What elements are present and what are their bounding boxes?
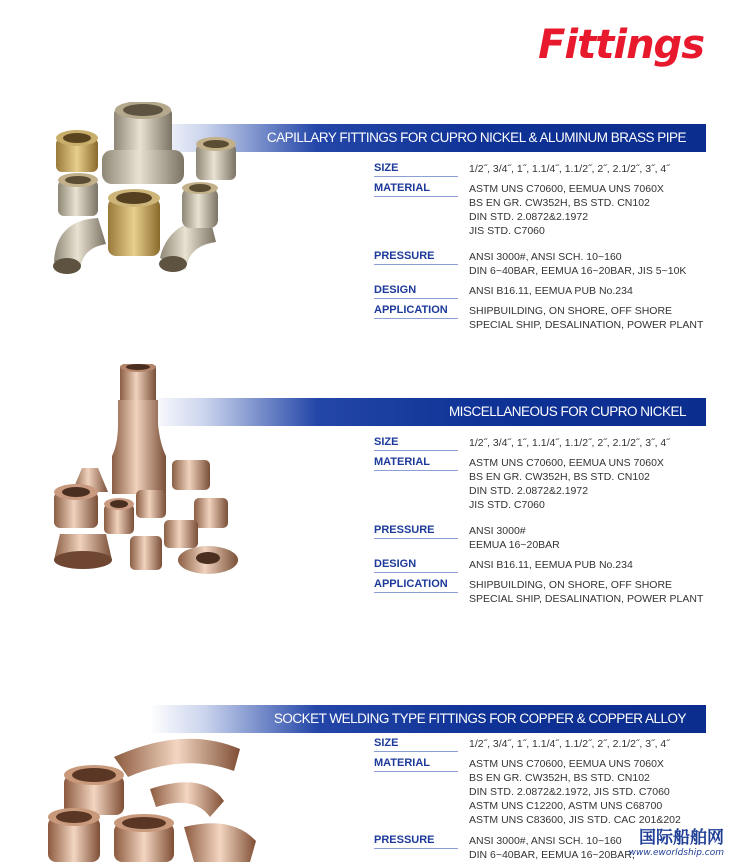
spec-label: MATERIAL xyxy=(374,757,458,772)
socket-welding-fittings-photo xyxy=(44,731,260,862)
spec-line: SPECIAL SHIP, DESALINATION, POWER PLANT xyxy=(469,593,704,605)
section-miscellaneous xyxy=(0,398,732,618)
spec-label: PRESSURE xyxy=(374,250,458,265)
watermark-text: 国际船舶网 xyxy=(639,828,724,848)
spec-line: DIN 6~40BAR, EEMUA 16~20BAR, xyxy=(469,849,635,861)
spec-line: SPECIAL SHIP, DESALINATION, POWER PLANT xyxy=(469,319,704,331)
spec-line: ANSI 3000# xyxy=(469,525,526,537)
spec-line: DIN STD. 2.0872&2.1972 xyxy=(469,211,589,223)
spec-label: DESIGN xyxy=(374,284,458,299)
spec-values xyxy=(469,436,670,450)
spec-line: JIS STD. C7060 xyxy=(469,499,545,511)
spec-line: BS EN GR. CW352H, BS STD. CN102 xyxy=(469,772,650,784)
spec-line: ANSI 3000#, ANSI SCH. 10~160 xyxy=(469,251,622,263)
spec-label: DESIGN xyxy=(374,558,458,573)
spec-line: 1/2˝, 3/4˝, 1˝, 1.1/4˝, 1.1/2˝, 2˝, 2.1/2˝, 3˝, 4˝ xyxy=(469,738,670,750)
spec-line: DIN STD. 2.0872&2.1972 xyxy=(469,485,589,497)
spec-label: SIZE xyxy=(374,737,458,752)
spec-line: 1/2˝, 3/4˝, 1˝, 1.1/4˝, 1.1/2˝, 2˝, 2.1/2˝, 3˝, 4˝ xyxy=(469,163,670,175)
spec-label: APPLICATION xyxy=(374,304,458,319)
spec-label: SIZE xyxy=(374,162,458,177)
spec-values xyxy=(469,304,703,332)
spec-values xyxy=(469,284,633,298)
spec-values xyxy=(469,737,670,751)
spec-values xyxy=(469,578,703,606)
section-banner-title: MISCELLANEOUS FOR CUPRO NICKEL xyxy=(448,404,686,419)
section-banner xyxy=(150,705,706,733)
spec-line: SHIPBUILDING, ON SHORE, OFF SHORE xyxy=(469,305,673,317)
spec-line: DIN STD. 2.0872&2.1972, JIS STD. C7060 xyxy=(469,786,670,798)
spec-label: APPLICATION xyxy=(374,578,458,593)
section-banner-title: SOCKET WELDING TYPE FITTINGS FOR COPPER & COPPER ALLOY xyxy=(273,711,686,726)
spec-values xyxy=(469,524,560,552)
capillary-fittings-photo xyxy=(40,102,250,282)
section-banner-title: CAPILLARY FITTINGS FOR CUPRO NICKEL & ALUMINUM BRASS PIPE xyxy=(266,130,686,145)
spec-line: ANSI B16.11, EEMUA PUB No.234 xyxy=(469,285,633,297)
spec-line: ASTM UNS C12200, ASTM UNS C68700 xyxy=(469,800,663,812)
spec-values xyxy=(469,250,686,278)
spec-line: DIN 6~40BAR, EEMUA 16~20BAR, JIS 5~10K xyxy=(469,265,687,277)
spec-line: BS EN GR. CW352H, BS STD. CN102 xyxy=(469,471,650,483)
section-capillary-fittings xyxy=(0,124,732,334)
page-title: Fittings xyxy=(538,22,704,68)
spec-line: SHIPBUILDING, ON SHORE, OFF SHORE xyxy=(469,579,673,591)
spec-line: 1/2˝, 3/4˝, 1˝, 1.1/4˝, 1.1/2˝, 2˝, 2.1/2˝, 3˝, 4˝ xyxy=(469,437,670,449)
spec-line: BS EN GR. CW352H, BS STD. CN102 xyxy=(469,197,650,209)
spec-label: MATERIAL xyxy=(374,182,458,197)
spec-line: ANSI B16.11, EEMUA PUB No.234 xyxy=(469,559,633,571)
spec-values xyxy=(469,834,635,862)
watermark xyxy=(629,823,724,858)
spec-label: PRESSURE xyxy=(374,524,458,539)
watermark-url: www.eworldship.com xyxy=(628,848,724,858)
spec-line: EEMUA 16~20BAR xyxy=(469,539,560,551)
spec-values xyxy=(469,182,664,238)
spec-label: SIZE xyxy=(374,436,458,451)
spec-values xyxy=(469,757,681,827)
spec-line: JIS STD. C7060 xyxy=(469,225,545,237)
spec-label: PRESSURE xyxy=(374,834,458,849)
spec-values xyxy=(469,558,633,572)
spec-line: ASTM UNS C70600, EEMUA UNS 7060X xyxy=(469,457,664,469)
spec-values xyxy=(469,456,664,512)
section-socket-welding xyxy=(0,705,732,862)
spec-values xyxy=(469,162,670,176)
spec-label: MATERIAL xyxy=(374,456,458,471)
spec-line: ASTM UNS C70600, EEMUA UNS 7060X xyxy=(469,758,664,770)
miscellaneous-fittings-photo xyxy=(42,364,242,594)
spec-line: ASTM UNS C70600, EEMUA UNS 7060X xyxy=(469,183,664,195)
spec-line: ASTM UNS C83600, JIS STD. CAC 201&202 xyxy=(469,814,681,826)
spec-line: ANSI 3000#, ANSI SCH. 10~160 xyxy=(469,835,622,847)
